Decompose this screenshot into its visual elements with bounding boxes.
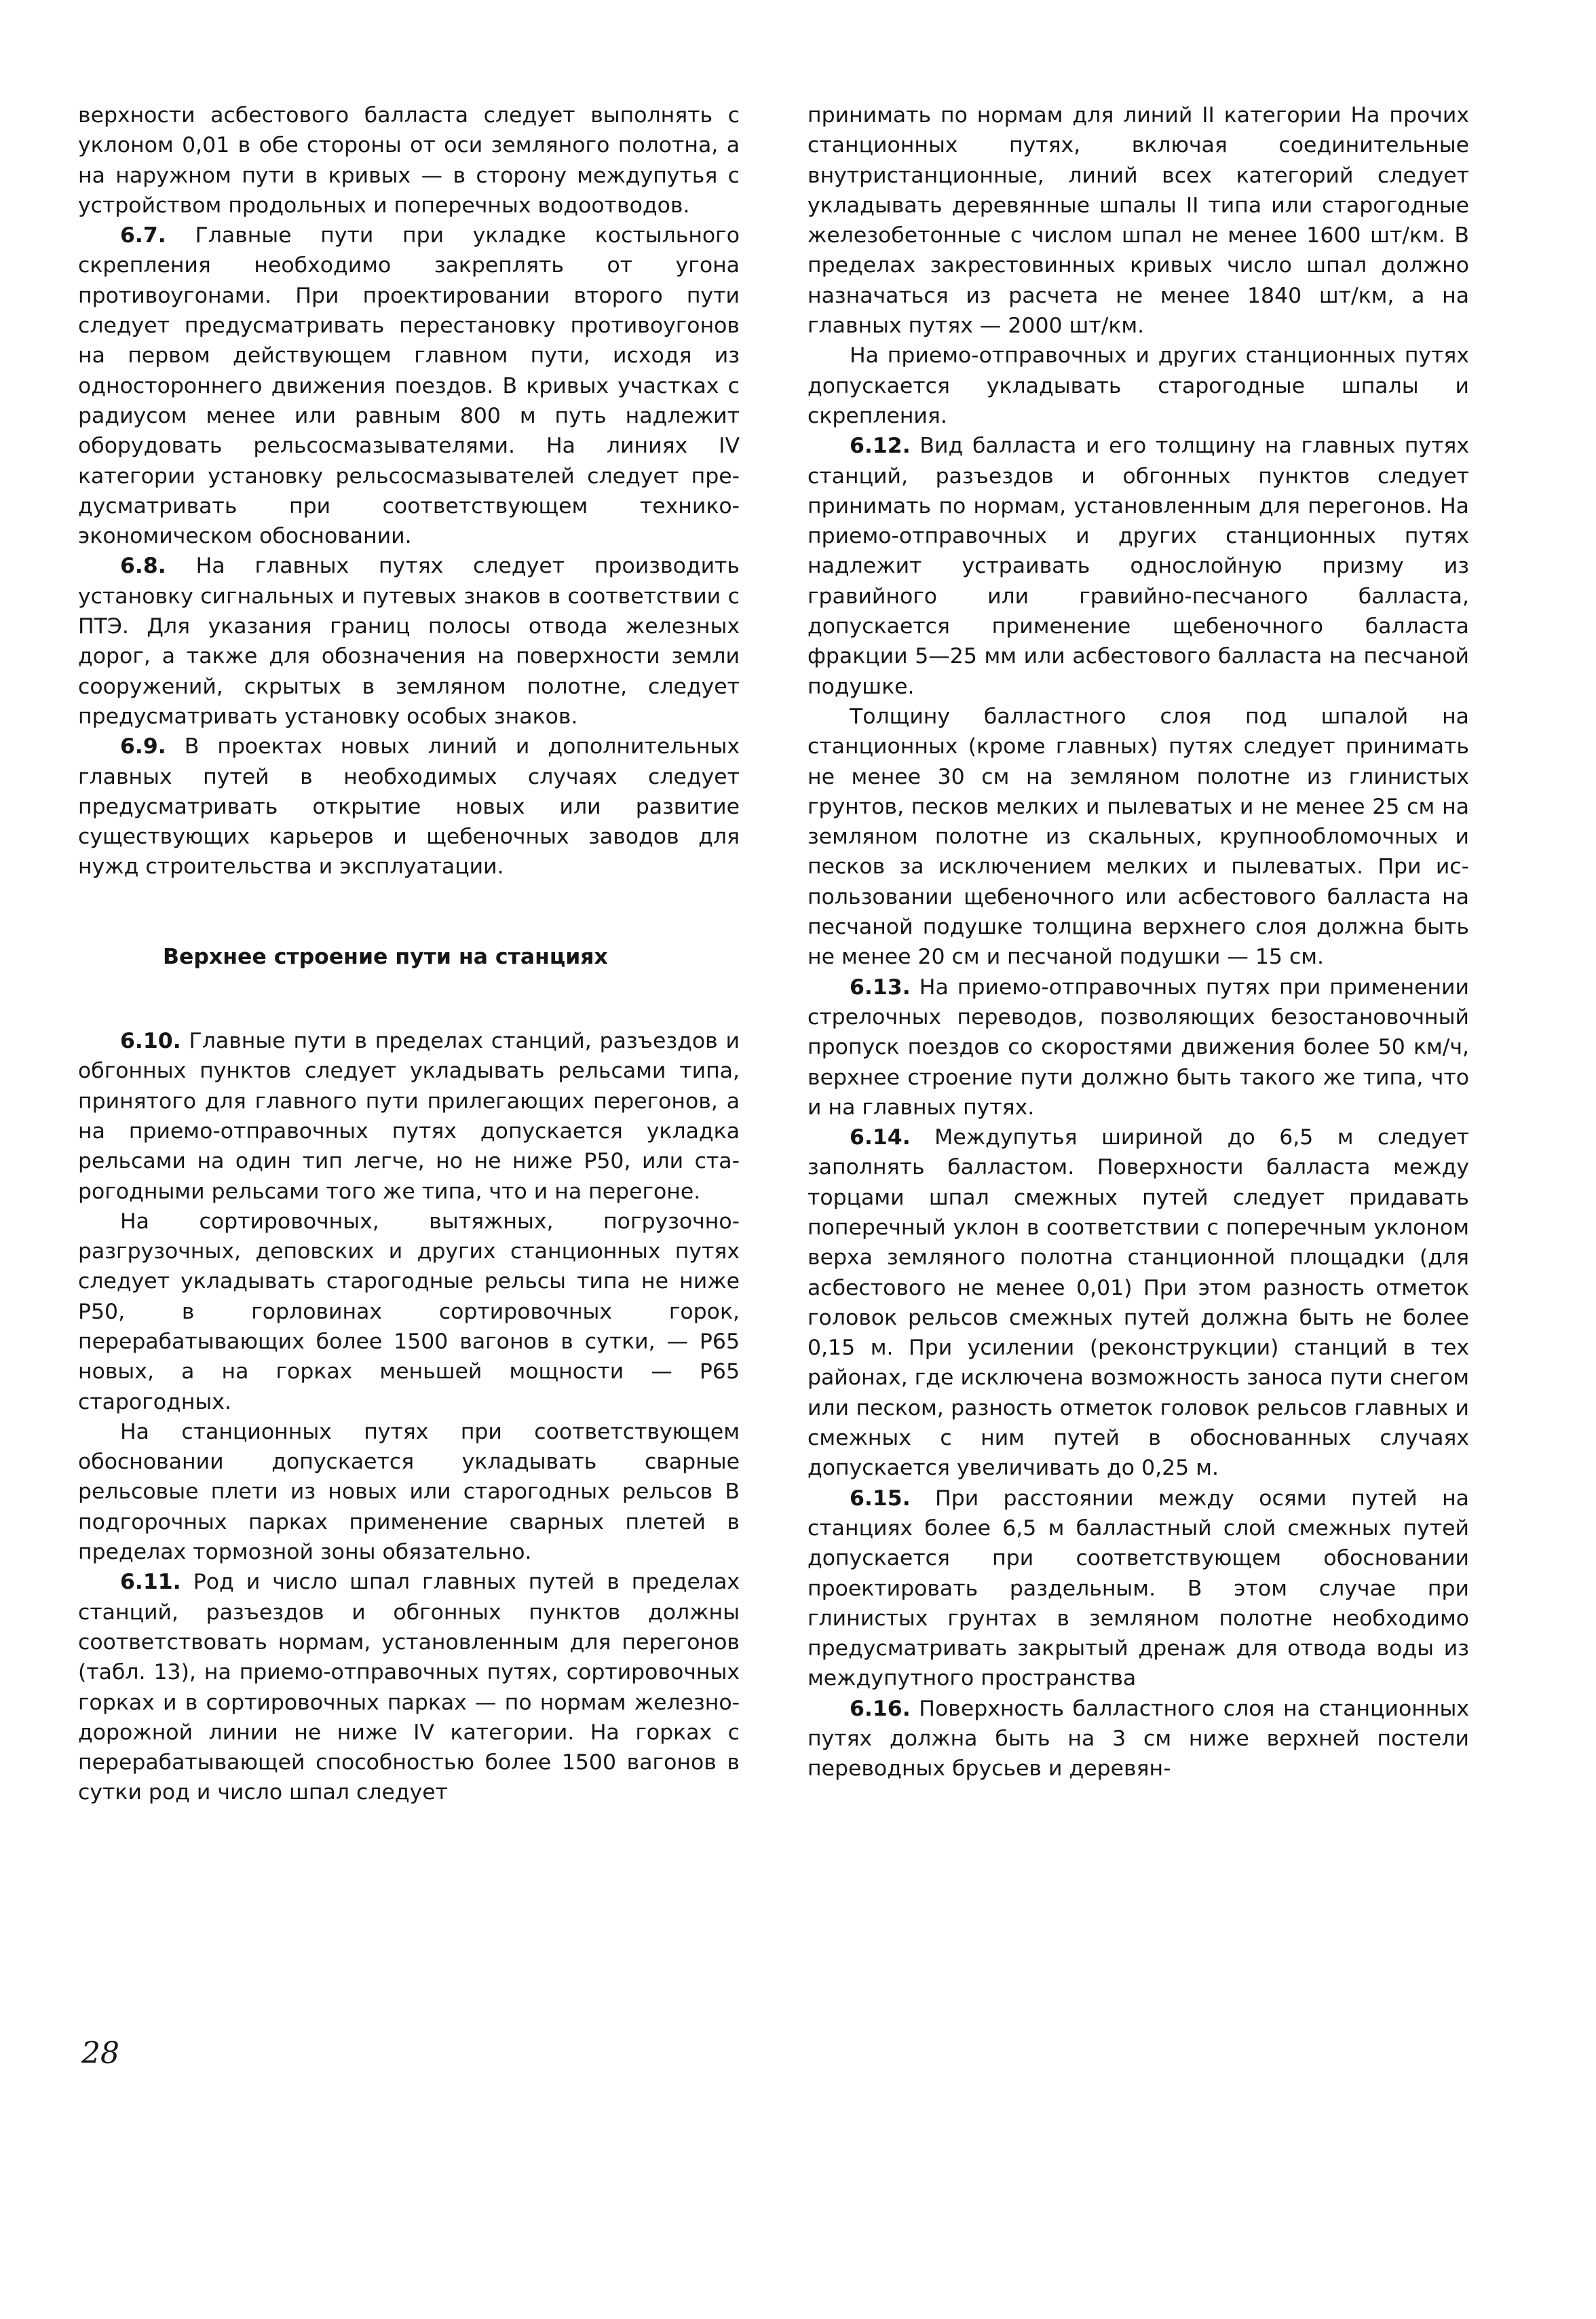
- page-number: 28: [81, 2036, 119, 2071]
- paragraph-text: Главные пути в пределах станций, разъездов и обгонных пунктов следует укладывать рельсами типа, принятого для главного пути прилегающих перегонов, а на приемо-отправочных путях допускается укладка рельсами на один тип легче, но не ниже Р50, или старогодными рельсами того же типа, что и на перегоне.: [78, 1029, 740, 1204]
- clause-number: 6.9.: [120, 734, 166, 759]
- right-column: [808, 100, 1469, 1784]
- clause-number: 6.11.: [120, 1570, 181, 1595]
- paragraph: [808, 973, 1469, 1123]
- paragraph-text: На главных путях следует производить установку сигнальных и путевых знаков в соответствии с ПТЭ. Для указания границ полосы отвода железных дорог, а также для обозначения на поверхности земли сооружений, скрытых в земляном полотне, следует предусматривать установку особых знаков.: [78, 554, 740, 729]
- clause-number: 6.16.: [850, 1696, 911, 1721]
- paragraph: [808, 100, 1469, 341]
- paragraph: [808, 1123, 1469, 1484]
- paragraph-text: Главные пути при укладке костыльного скрепления необходимо закреплять от угона противоугонами. При проектировании второго пути следует предусматривать перестановку противоугонов на первом действующем главном пути, исходя из одностороннего движения поездов. В кривых участках с радиусом менее или равным 800 м путь надлежит оборудовать рельсосмазывателями. На линиях IV категории установку рельсосмазывателей следует предусматривать при соответствующем технико-экономическом обосновании.: [78, 223, 740, 549]
- clause-number: 6.8.: [120, 554, 166, 579]
- paragraph-text: верхности асбестового балласта следует выполнять с уклоном 0,01 в обе стороны от оси земляного полотна, а на наружном пути в кривых — в сторону междупутья с устройством продольных и поперечных водоотводов.: [78, 103, 740, 218]
- clause-number: 6.15.: [850, 1486, 911, 1511]
- paragraph-text: Поверхность балластного слоя на станционных путях должна быть на 3 см ниже верхней постели переводных брусьев и деревян-: [808, 1696, 1470, 1781]
- paragraph-text: На сортировочных, вытяжных, погрузочно-разгрузочных, деповских и других станционных путях следует укладывать старогодные рельсы типа не ниже Р50, в горловинах сортировочных горок, перерабатывающих более 1500 вагонов в сутки, — Р65 новых, а на горках меньшей мощности — Р65 старогодных.: [78, 1209, 740, 1414]
- paragraph: [808, 431, 1469, 702]
- clause-number: 6.14.: [850, 1125, 911, 1150]
- paragraph-text: На станционных путях при соответствующем обосновании допускается укладывать сварные рельсовые плети из новых или старогодных рельсов В подгорочных парках применение сварных плетей в пределах тормозной зоны обязательно.: [78, 1419, 740, 1565]
- paragraph: [808, 702, 1469, 973]
- clause-number: 6.10.: [120, 1029, 181, 1054]
- paragraph: [808, 1694, 1469, 1784]
- clause-number: 6.13.: [850, 975, 911, 1000]
- paragraph: [78, 732, 740, 882]
- paragraph-text: принимать по нормам для линий II категории На прочих станционных путях, включая соединительные внутристанционные, линий всех категорий следует укладывать деревянные шпалы II типа или старогодные железобетонные с числом шпал не менее 1600 шт/км. В пределах закрестовинных кривых число шпал должно назначаться из расчета не менее 1840 шт/км, а на главных путях — 2000 шт/км.: [808, 103, 1469, 339]
- paragraph-text: Междупутья шириной до 6,5 м следует заполнять балластом. Поверхности балласта между торцами шпал смежных путей следует придавать поперечный уклон в соответствии с поперечным уклоном верха земляного полотна станционной площадки (для асбестового не менее 0,01) При этом разность отметок головок рельсов смежных путей должна быть не более 0,15 м. При усилении (реконструкции) станций в тех районах, где исключена возможность заноса пути снегом или песком, разность отметок головок рельсов главных и смежных с ним путей в обоснованных случаях допускается увеличивать до 0,25 м.: [808, 1125, 1470, 1481]
- paragraph-text: Толщину балластного слоя под шпалой на станционных (кроме главных) путях следует принимать не менее 30 см на земляном полотне из глинистых грунтов, песков мелких и пылеватых и не менее 25 см на земляном полотне из скальных, крупнообломочных и песков за исключением мелких и пылеватых. При использовании щебеночного или асбестового балласта на песчаной подушке толщина верхнего слоя должна быть не менее 20 см и песчаной подушки — 15 см.: [808, 704, 1469, 970]
- paragraph-text: Род и число шпал главных путей в пределах станций, разъездов и обгонных пунктов должны соответствовать нормам, установленным для перегонов (табл. 13), на приемо-отправочных путях, сортировочных горках и в сортировочных парках — по нормам железнодорожной линии не ниже IV категории. На горках с перерабатывающей способностью более 1500 вагонов в сутки род и число шпал следует: [78, 1570, 740, 1805]
- right-paragraphs: [808, 100, 1469, 1784]
- paragraph-text: В проектах новых линий и дополнительных главных путей в необходимых случаях следует предусматривать открытие новых или развитие существующих карьеров и щебеночных заводов для нужд строительства и эксплуатации.: [78, 734, 740, 880]
- paragraph: [78, 1567, 740, 1807]
- paragraph: [808, 1484, 1469, 1694]
- left-column: [78, 100, 740, 1808]
- paragraph-text: При расстоянии между осями путей на станциях более 6,5 м балластный слой смежных путей допускается при соответствующем обосновании проектировать раздельным. В этом случае при глинистых грунтах в земляном полотне необходимо предусматривать закрытый дренаж для отвода воды из междупутного пространства: [808, 1486, 1469, 1691]
- paragraph: [78, 221, 740, 551]
- paragraph: [78, 1417, 740, 1567]
- paragraph: [78, 100, 740, 221]
- paragraph-text: На приемо-отправочных путях при применении стрелочных переводов, позволяющих безостановочный пропуск поездов со скоростями движения более 50 км/ч, верхнее строение пути должно быть такого же типа, что и на главных путях.: [808, 975, 1469, 1120]
- clause-number: 6.12.: [850, 434, 911, 459]
- paragraph: [78, 551, 740, 732]
- paragraph: [808, 341, 1469, 431]
- paragraph: [78, 1026, 740, 1207]
- left-paragraphs-before-heading: [78, 100, 740, 882]
- section-heading: Верхнее строение пути на станциях: [163, 944, 608, 969]
- paragraph: [78, 1207, 740, 1417]
- paragraph-text: На приемо-отправочных и других станционных путях допускается укладывать старогодные шпалы и скрепления.: [808, 343, 1469, 428]
- paragraph-text: Вид балласта и его толщину на главных путях станций, разъездов и обгонных пунктов следует принимать по нормам, установленным для перегонов. На приемо-отправочных и других станционных путях надлежит устраивать однослойную призму из гравийного или гравийно-песчаного балласта, допускается применение щебеночного балласта фракции 5—25 мм или асбестового балласта на песчаной подушке.: [808, 434, 1470, 699]
- left-paragraphs-after-heading: [78, 1026, 740, 1808]
- clause-number: 6.7.: [120, 223, 166, 248]
